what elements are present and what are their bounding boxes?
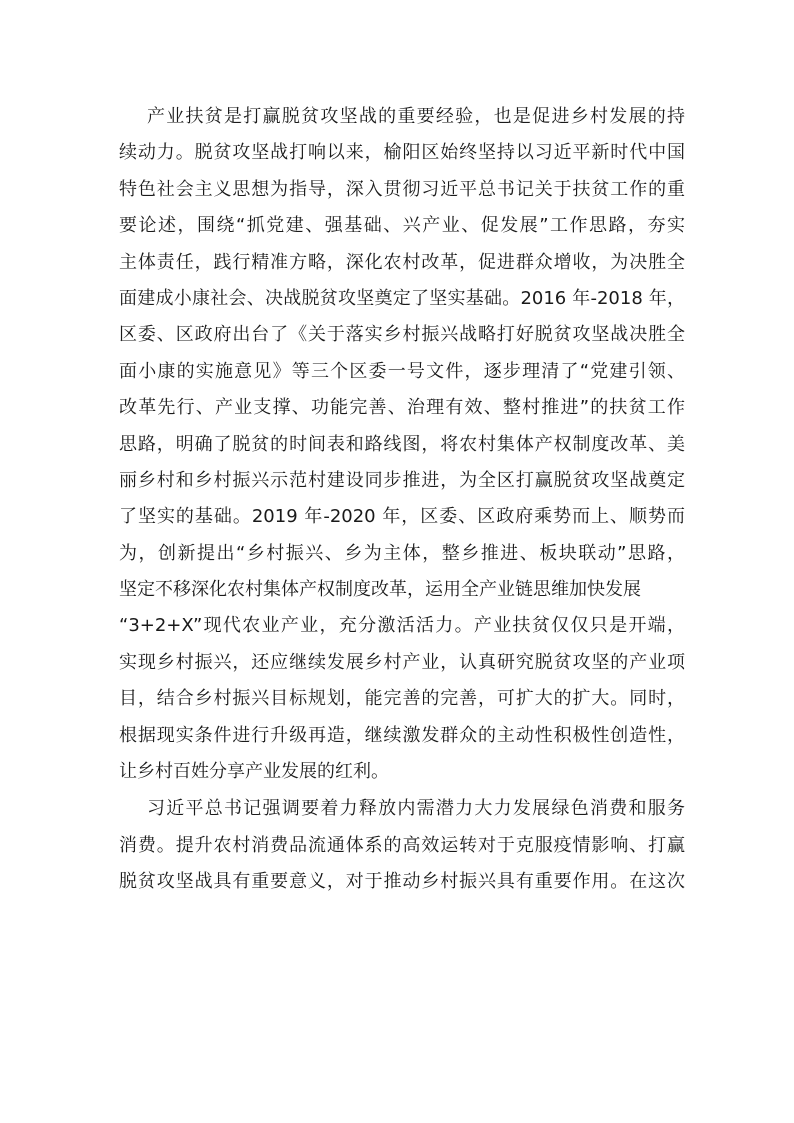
text-line: 实现乡村振兴，还应继续发展乡村产业，认真研究脱贫攻坚的产业项 — [119, 651, 685, 673]
text-line: 丽乡村和乡村振兴示范村建设同步推进，为全区打赢脱贫攻坚战奠定 — [119, 469, 685, 491]
text-line: 面小康的实施意见》等三个区委一号文件，逐步理清了“党建引领、 — [119, 360, 685, 382]
text-line: “3+2+X”现代农业产业，充分激活活力。产业扶贫仅仅只是开端， — [119, 615, 685, 637]
text-line: 续动力。脱贫攻坚战打响以来，榆阳区始终坚持以习近平新时代中国 — [119, 142, 685, 164]
text-line: 改革先行、产业支撑、功能完善、治理有效、整村推进”的扶贫工作 — [119, 397, 685, 419]
text-line: 目，结合乡村振兴目标规划，能完善的完善，可扩大的扩大。同时， — [119, 688, 685, 710]
text-line: 区委、区政府出台了《关于落实乡村振兴战略打好脱贫攻坚战决胜全 — [119, 324, 685, 346]
text-line: 脱贫攻坚战具有重要意义，对于推动乡村振兴具有重要作用。在这次 — [119, 871, 685, 893]
paragraph-2 — [119, 791, 685, 900]
text-line: 坚定不移深化农村集体产权制度改革，运用全产业链思维加快发展 — [119, 579, 641, 601]
text-line: 产业扶贫是打赢脱贫攻坚战的重要经验，也是促进乡村发展的持 — [147, 106, 685, 127]
text-line: 让乡村百姓分享产业发展的红利。 — [119, 761, 389, 783]
text-line: 要论述，围绕“抓党建、强基础、兴产业、促发展”工作思路，夯实 — [119, 215, 685, 237]
text-line: 为，创新提出“乡村振兴、乡为主体，整乡推进、板块联动”思路， — [119, 542, 685, 564]
text-line: 特色社会主义思想为指导，深入贯彻习近平总书记关于扶贫工作的重 — [119, 178, 685, 200]
text-line: 习近平总书记强调要着力释放内需潜力大力发展绿色消费和服务 — [147, 798, 685, 820]
text-line: 主体责任，践行精准方略，深化农村改革，促进群众增收，为决胜全 — [119, 251, 685, 273]
text-line: 消费。提升农村消费品流通体系的高效运转对于克服疫情影响、打赢 — [119, 834, 685, 856]
paragraph-1 — [119, 99, 685, 790]
text-line: 面建成小康社会、决战脱贫攻坚奠定了坚实基础。2016 年-2018 年， — [119, 287, 685, 309]
text-line: 思路，明确了脱贫的时间表和路线图，将农村集体产权制度改革、美 — [119, 433, 685, 455]
document-body — [119, 99, 685, 901]
text-line: 根据现实条件进行升级再造，继续激发群众的主动性积极性创造性， — [119, 724, 685, 746]
text-line: 了坚实的基础。2019 年-2020 年，区委、区政府乘势而上、顺势而 — [119, 506, 685, 528]
